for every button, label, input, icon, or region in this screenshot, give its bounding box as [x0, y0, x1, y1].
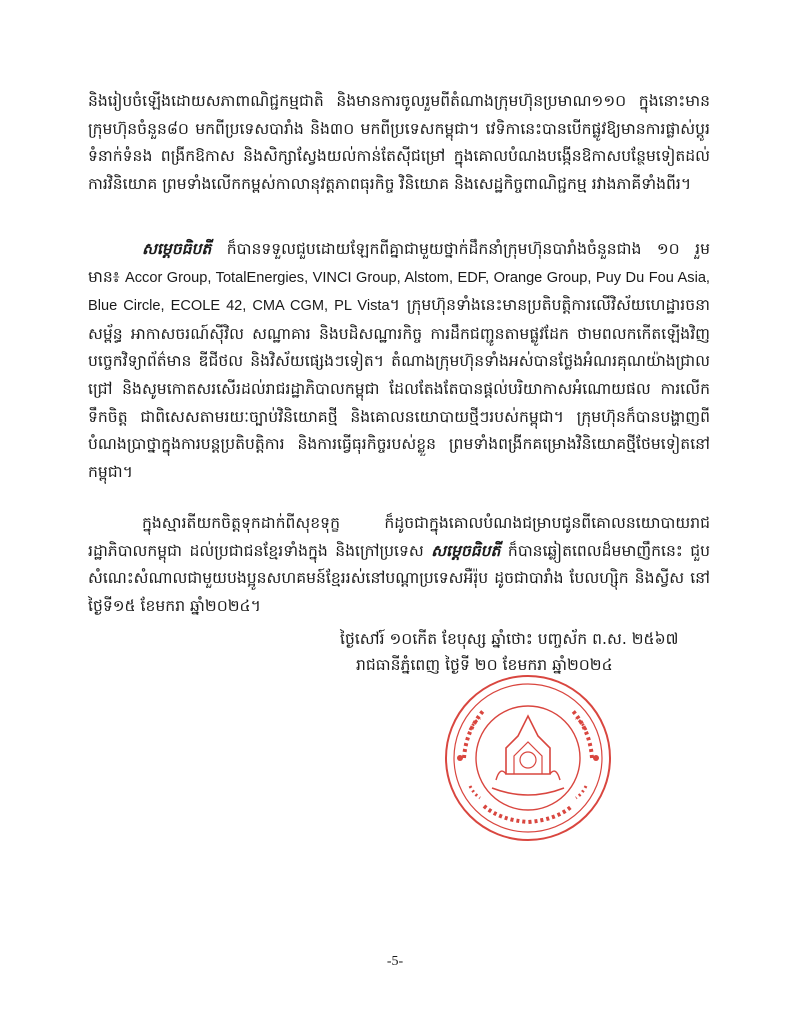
- page-number: -5-: [386, 954, 404, 969]
- royal-seal-icon: [440, 670, 616, 846]
- paragraph-2-post: ។ ក្រុមហ៊ុនទាំងនេះមានប្រតិបត្តិការលើវិស័យហេដ្ឋារចនាសម្ព័ន្ធ អាកាសចរណ៍ស៊ីវិល សណ្ឋាគារ និងបដិសណ្ឋារកិច្ច ការដឹកជញ្ជូនតាមផ្លូវដែក ថាមពលកកើតឡើងវិញ បច្ចេកវិទ្យាព័ត៌មាន ឌីជីថល និងវិស័យផ្សេងៗទៀត។ តំណាងក្រុមហ៊ុនទាំងអស់បានថ្លែងអំណរគុណយ៉ាងជ្រាលជ្រៅ និងសូមកោតសរសើរដល់រាជរដ្ឋាភិបាលកម្ពុជា ដែលតែងតែបានផ្តល់បរិយាកាសអំណោយផល ការលើកទឹកចិត្ត ជាពិសេសតាមរយៈច្បាប់វិនិយោគថ្មី និងគោលនយោបាយថ្មីៗរបស់កម្ពុជា។ ក្រុមហ៊ុនក៏បានបង្ហាញពីបំណងប្រាថ្នាក្នុងការបន្តប្រតិបត្តិការ និងការធ្វើធុរកិច្ចរបស់ខ្លួន ព្រមទាំងពង្រីកគម្រោងវិនិយោគថ្មីថែមទៀតនៅកម្ពុជា។: [88, 296, 710, 481]
- paragraph-3: [88, 510, 710, 620]
- paragraph-1: [88, 88, 710, 198]
- paragraph-2-companies: Accor Group, TotalEnergies, VINCI Group, Alstom, EDF, Orange Group, Puy Du Fou Asia, Blue Circle, ECOLE 42, CMA CGM, PL Vista: [88, 269, 710, 315]
- paragraph-3-post: ក៏បានឆ្លៀតពេលដ៏មមាញឹកនេះ ជួបសំណេះសំណាលជាមួយបងប្អូនសហគមន៍ខ្មែររស់នៅបណ្តាប្រទេសអឺរ៉ុប ដូចជាបារាំង បែលហ្ស៊ិក និងស្វីស នៅថ្ងៃទី១៥ ខែមករា ឆ្នាំ២០២៤។: [88, 541, 711, 615]
- paragraph-2-title: សម្តេចធិបតី: [142, 240, 212, 258]
- date-solar: រាជធានីភ្នំពេញ ថ្ងៃទី ២០ ខែមករា ឆ្នាំ២០២៤: [356, 656, 613, 674]
- paragraph-1-text: និងរៀបចំឡើងដោយសភាពាណិជ្ជកម្មជាតិ និងមានការចូលរួមពីតំណាងក្រុមហ៊ុនប្រមាណ១១០ ក្នុងនោះមានក្រុមហ៊ុនចំនួន៨០ មកពីប្រទេសបារាំង និង៣០ មកពីប្រទេសកម្ពុជា។ វេទិកានេះបានបើកផ្លូវឱ្យមានការផ្លាស់ប្តូរទំនាក់ទំនង ពង្រីកឱកាស និងសិក្សាស្វែងយល់កាន់តែស៊ីជម្រៅ ក្នុងគោលបំណងបង្កើនឱកាសបន្ថែមទៀតដល់ការវិនិយោគ ព្រមទាំងលើកកម្ពស់កាលានុវត្តភាពធុរកិច្ច វិនិយោគ និងសេដ្ឋកិច្ចពាណិជ្ជកម្ម រវាងភាគីទាំងពីរ។: [88, 92, 710, 193]
- paragraph-2: [88, 236, 710, 486]
- paragraph-2-pre: ក៏បានទទួលជួបដោយឡែកពីគ្នាជាមួយថ្នាក់ដឹកនាំក្រុមហ៊ុនបារាំងចំនួនជាង ១០ រួមមាន៖: [88, 240, 710, 286]
- paragraph-3-title: សម្តេចធិបតី: [431, 541, 501, 560]
- date-lunar: ថ្ងៃសៅរ៍ ១០កើត ខែបុស្ស ឆ្នាំថោះ បញ្ចស័ក ព.ស. ២៥៦៧: [340, 630, 679, 648]
- paragraph-3-pre: ក្នុងស្មារតីយកចិត្តទុកដាក់ពីសុខទុក្ខ ក៏ដូចជាក្នុងគោលបំណងជម្រាបជូនពីគោលនយោបាយរាជរដ្ឋាភិបាលកម្ពុជា ដល់ប្រជាជនខ្មែរទាំងក្នុង និងក្រៅប្រទេស: [88, 514, 710, 560]
